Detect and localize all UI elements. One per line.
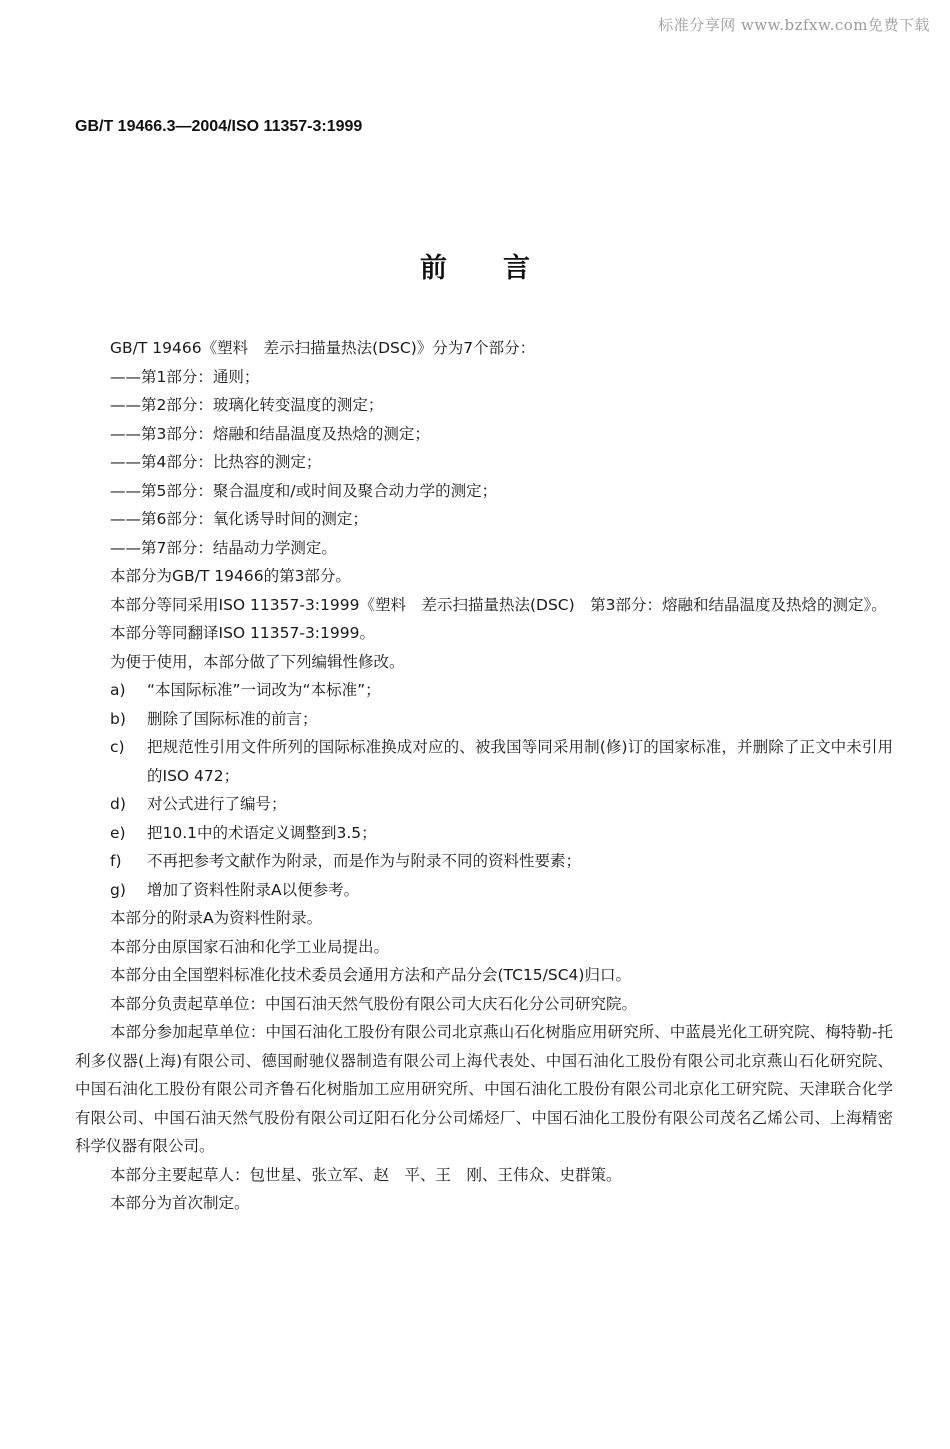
item-text: 删除了国际标准的前言； [147,709,318,728]
item-text: 对公式进行了编号； [147,795,287,813]
intro-paragraph: GB/T 19466《塑料 差示扫描量热法(DSC)》分为7个部分： [110,339,536,357]
list-item [75,733,893,790]
paragraph-annex: 本部分的附录A为资料性附录。 [110,909,323,927]
paragraph-translation: 本部分等同翻译ISO 11357-3:1999。 [110,624,375,642]
paragraph-first-edition: 本部分为首次制定。 [110,1194,250,1212]
page-title: 前言 [420,253,586,284]
item-label: e) [110,823,126,842]
list-item: ——第3部分：熔融和结晶温度及热焓的测定； [110,424,430,443]
foreword-body [75,334,893,1218]
paragraph-participating-units: 本部分参加起草单位：中国石油化工股份有限公司北京燕山石化树脂应用研究所、中蓝晨光化工研究院、梅特勒-托利多仪器(上海)有限公司、德国耐驰仪器制造有限公司上海代表处、中国石油化工股份有限公司北京燕山石化研究院、中国石油化工股份有限公司齐鲁石化树脂加工应用研究所、中国石油化工股份有限公司北京化工研究院、天津联合化学有限公司、中国石油天然气股份有限公司辽阳石化分公司烯烃厂、中国石油化工股份有限公司茂名乙烯公司、上海精密科学仪器有限公司。 [75,1023,893,1155]
paragraph-editorial: 为便于使用，本部分做了下列编辑性修改。 [110,652,405,671]
item-text: 增加了资料性附录A以便参考。 [147,880,360,899]
list-item: ——第5部分：聚合温度和/或时间及聚合动力学的测定； [110,481,498,500]
list-item: ——第7部分：结晶动力学测定。 [110,538,337,557]
list-item [75,819,893,848]
edits-list [75,676,893,904]
item-text: 把规范性引用文件所列的国际标准换成对应的、被我国等同采用制(修)订的国家标准，并删除了正文中未引用的ISO 472； [147,738,893,785]
item-label: b) [110,709,126,728]
list-item [75,705,893,734]
item-label: c) [110,738,125,756]
list-item [75,847,893,876]
item-label: f) [110,852,122,870]
list-item [75,876,893,905]
list-item [75,790,893,819]
paragraph-equivalence: 本部分等同采用ISO 11357-3:1999《塑料 差示扫描量热法(DSC) 第3部分：熔融和结晶温度及热焓的测定》。 [110,595,887,614]
list-item: ——第4部分：比热容的测定； [110,453,322,471]
list-item: ——第6部分：氧化诱导时间的测定； [110,510,368,528]
paragraph-responsible-unit: 本部分负责起草单位：中国石油天然气股份有限公司大庆石化分公司研究院。 [110,994,638,1013]
item-label: d) [110,795,126,813]
standard-code: GB/T 19466.3—2004/ISO 11357-3:1999 [75,118,363,135]
parts-list [75,363,893,563]
watermark-text: 标准分享网 www.bzfxw.com免费下载 [658,16,930,34]
list-item: ——第1部分：通则； [110,367,260,386]
list-item [75,676,893,705]
paragraph-proposed: 本部分由原国家石油和化学工业局提出。 [110,937,390,956]
list-item: ——第2部分：玻璃化转变温度的测定； [110,396,384,414]
item-label: a) [110,681,126,699]
paragraph-part3: 本部分为GB/T 19466的第3部分。 [110,567,351,585]
item-text: 不再把参考文献作为附录，而是作为与附录不同的资料性要素； [147,852,582,870]
paragraph-drafters: 本部分主要起草人：包世星、张立军、赵 平、王 刚、王伟众、史群策。 [110,1165,622,1184]
item-text: 把10.1中的术语定义调整到3.5； [147,823,377,842]
item-label: g) [110,880,126,899]
paragraph-centralized: 本部分由全国塑料标准化技术委员会通用方法和产品分会(TC15/SC4)归口。 [110,966,631,984]
item-text: “本国际标准”一词改为“本标准”； [147,681,381,699]
